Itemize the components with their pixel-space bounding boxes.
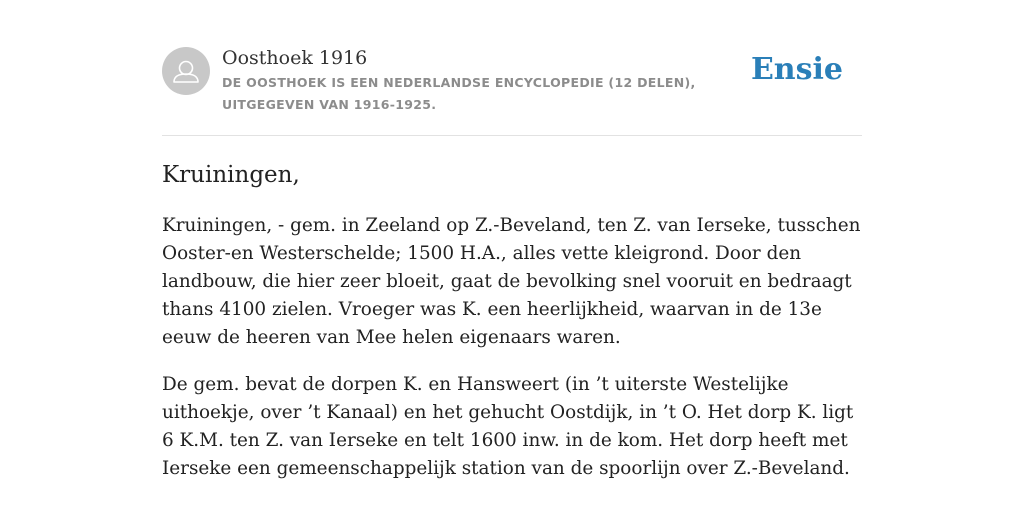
source-description: DE OOSTHOEK IS EEN NEDERLANDSE ENCYCLOPEDIE (12 DELEN), UITGEGEVEN VAN 1916-1925. [222, 75, 696, 112]
source-info [222, 45, 757, 116]
article-title: Kruiningen, [162, 162, 300, 188]
source-title[interactable]: Oosthoek 1916 [222, 47, 368, 69]
article-body [162, 212, 867, 502]
user-avatar-icon[interactable] [162, 47, 210, 95]
ensie-logo-link[interactable]: Ensie [750, 52, 843, 87]
user-silhouette-icon [162, 47, 210, 95]
page [162, 0, 862, 479]
source-header [162, 0, 862, 136]
article-paragraph: De gem. bevat de dorpen K. en Hansweert (in ’t uiterste Westelijke uithoekje, over ’t Kanaal) en het gehucht Oostdijk, in ’t O. Het dorp K. ligt 6 K.M. ten Z. van Ierseke en telt 1600 inw. in de kom. Het dorp heeft met Ierseke een gemeenschappelijk station van de spoorlijn over Z.-Beveland. [162, 374, 854, 479]
article-paragraph: Kruiningen, - gem. in Zeeland op Z.-Beveland, ten Z. van Ierseke, tusschen Ooster-en Westerschelde; 1500 H.A., alles vette kleigrond. Door den landbouw, die hier zeer bloeit, gaat de bevolking snel vooruit en bedraagt thans 4100 zielen. Vroeger was K. een heerlijkheid, waarvan in de 13e eeuw de heeren van Mee helen eigenaars waren. [162, 215, 861, 348]
